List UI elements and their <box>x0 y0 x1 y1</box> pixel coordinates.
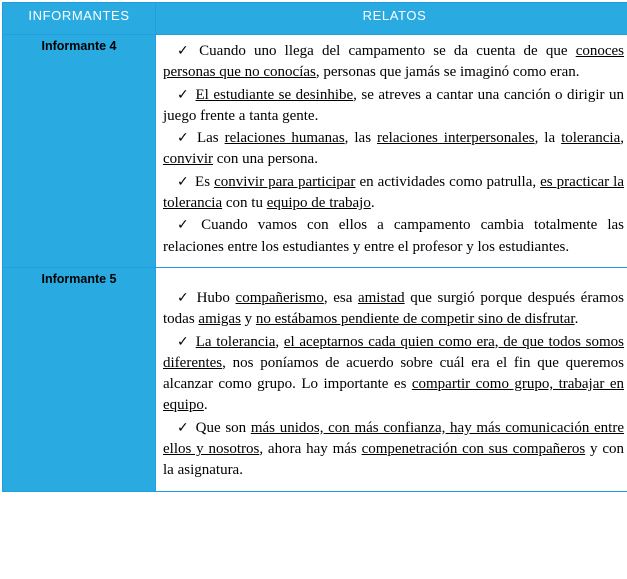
relato-emphasis: La tolerancia <box>196 334 276 350</box>
table-body <box>3 35 627 492</box>
relato-paragraph <box>163 288 624 331</box>
relato-emphasis: compartir como grupo, trabajar en equipo <box>163 376 624 413</box>
informant-label: Informante 4 <box>3 35 156 268</box>
relato-emphasis: no estábamos pendiente de competir sino de disfrutar <box>256 311 575 327</box>
relato-paragraph <box>163 172 624 215</box>
relatos-content <box>156 267 627 491</box>
relato-text: , se atreves a cantar una canción o dirigir un juego frente a tanta gente. <box>163 87 624 124</box>
relato-text: . <box>575 311 579 327</box>
relato-emphasis: más unidos, con más confianza, hay más comunicación entre ellos y nosotros <box>163 420 624 457</box>
relato-emphasis: compenetración con sus compañeros <box>362 441 586 457</box>
relato-text: , personas que jamás se imaginó como eran. <box>316 64 580 80</box>
relato-text: Cuando uno llega del campamento se da cuenta de que <box>199 43 576 59</box>
relato-emphasis: convivir <box>163 151 213 167</box>
relato-text: . <box>371 195 375 211</box>
check-icon: ✓ <box>163 334 196 350</box>
relato-emphasis: es practicar la tolerancia <box>163 174 624 211</box>
relato-emphasis: amigas <box>198 311 241 327</box>
relato-text: , <box>620 130 624 146</box>
column-header-relatos: RELATOS <box>156 3 627 35</box>
relato-text: Es <box>195 174 214 190</box>
relatos-content <box>156 35 627 268</box>
relato-paragraph <box>163 85 624 128</box>
check-icon: ✓ <box>163 130 197 146</box>
table-header <box>3 3 627 35</box>
relato-emphasis: relaciones humanas <box>225 130 345 146</box>
relato-emphasis: compañerismo <box>236 290 324 306</box>
relato-text: Que son <box>196 420 251 436</box>
column-header-informantes: INFORMANTES <box>3 3 156 35</box>
relato-emphasis: el aceptarnos cada quien como era, de que todos somos diferentes <box>163 334 624 371</box>
table-row <box>3 35 627 268</box>
relato-text: , ahora hay más <box>259 441 361 457</box>
relato-emphasis: amistad <box>358 290 405 306</box>
relato-text: , <box>275 334 283 350</box>
relato-text: y con la asignatura. <box>163 441 624 478</box>
relato-text: Hubo <box>197 290 236 306</box>
relato-text: que surgió porque después éramos todas <box>163 290 624 327</box>
relato-emphasis: relaciones interpersonales <box>377 130 535 146</box>
relato-text: , nos poníamos de acuerdo sobre cuál era el fin que queremos alcanzar como grupo. Lo importante es <box>163 355 624 392</box>
check-icon: ✓ <box>163 174 195 190</box>
relato-emphasis: convivir para participar <box>214 174 355 190</box>
relato-emphasis: tolerancia <box>561 130 620 146</box>
check-icon: ✓ <box>163 87 196 103</box>
check-icon: ✓ <box>163 43 199 59</box>
check-icon: ✓ <box>163 290 197 306</box>
relato-text: , la <box>535 130 562 146</box>
informant-label: Informante 5 <box>3 267 156 491</box>
check-icon: ✓ <box>163 420 196 436</box>
relato-text: , esa <box>324 290 358 306</box>
relato-text: con tu <box>222 195 267 211</box>
informants-table <box>2 2 627 492</box>
relato-emphasis: equipo de trabajo <box>267 195 371 211</box>
relato-paragraph <box>163 128 624 171</box>
relato-text: en actividades como patrulla, <box>355 174 540 190</box>
relato-text: . <box>204 397 208 413</box>
relato-paragraph <box>163 215 624 258</box>
block-spacer <box>163 274 624 288</box>
relato-paragraph <box>163 332 624 417</box>
relato-text: con una persona. <box>213 151 318 167</box>
relato-text: Cuando vamos con ellos a campamento cambia totalmente las relaciones entre los estudiantes y entre el profesor y los estudiantes. <box>163 217 624 254</box>
relato-emphasis: El estudiante se desinhibe <box>196 87 354 103</box>
table-row <box>3 267 627 491</box>
table-header-row <box>3 3 627 35</box>
relato-paragraph <box>163 418 624 482</box>
relato-paragraph <box>163 41 624 84</box>
relato-text: Las <box>197 130 225 146</box>
relato-emphasis: conoces personas que no conocías <box>163 43 624 80</box>
document-body <box>0 2 627 579</box>
check-icon: ✓ <box>163 217 201 233</box>
relato-text: , las <box>345 130 377 146</box>
relato-text: y <box>241 311 256 327</box>
